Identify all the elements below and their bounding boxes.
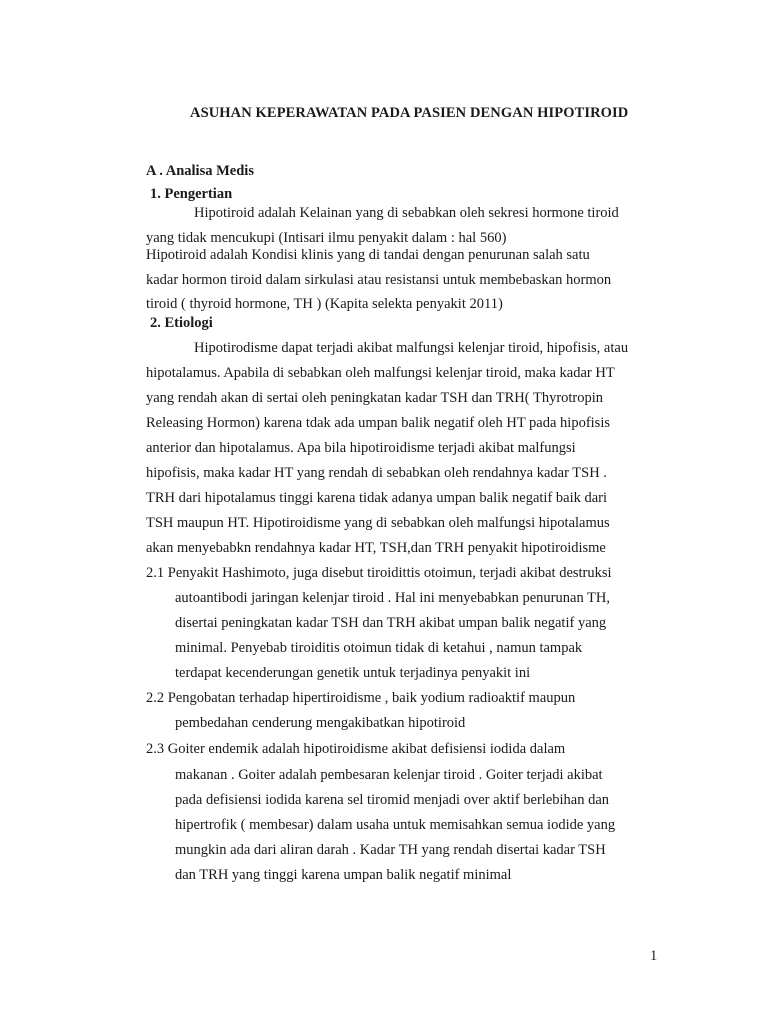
list-item-2-1: 2.1 Penyakit Hashimoto, juga disebut tiroidittis otoimun, terjadi akibat destruksi	[146, 565, 612, 581]
paragraph-line: kadar hormon tiroid dalam sirkulasi atau resistansi untuk membebaskan hormon	[146, 272, 612, 288]
list-item-line: hipertrofik ( membesar) dalam usaha untuk memisahkan semua iodide yang	[175, 817, 616, 833]
paragraph-line: Hipotirodisme dapat terjadi akibat malfungsi kelenjar tiroid, hipofisis, atau	[194, 340, 629, 356]
paragraph-line: hipofisis, maka kadar HT yang rendah di sebabkan oleh rendahnya kadar TSH .	[146, 465, 607, 481]
list-item-line: pembedahan cenderung mengakibatkan hipotiroid	[175, 715, 466, 731]
list-item-line: makanan . Goiter adalah pembesaran kelenjar tiroid . Goiter terjadi akibat	[175, 767, 603, 783]
paragraph-line: Hipotiroid adalah Kondisi klinis yang di tandai dengan penurunan salah satu	[146, 247, 590, 263]
list-item-line: pada defisiensi iodida karena sel tiromid menjadi over aktif berlebihan dan	[175, 792, 610, 808]
document-title: ASUHAN KEPERAWATAN PADA PASIEN DENGAN HIPOTIROID	[190, 105, 629, 121]
list-item-line: dan TRH yang tinggi karena umpan balik negatif minimal	[175, 867, 512, 883]
paragraph-line: yang rendah akan di sertai oleh peningkatan kadar TSH dan TRH( Thyrotropin	[146, 390, 604, 406]
subsection-heading-pengertian: 1. Pengertian	[150, 186, 233, 202]
paragraph-line: Releasing Hormon) karena tdak ada umpan balik negatif oleh HT pada hipofisis	[146, 415, 610, 431]
paragraph-line: TSH maupun HT. Hipotiroidisme yang di sebabkan oleh malfungsi hipotalamus	[146, 515, 610, 531]
list-item-2-3: 2.3 Goiter endemik adalah hipotiroidisme akibat defisiensi iodida dalam	[146, 741, 566, 757]
section-heading-a: A . Analisa Medis	[146, 163, 254, 179]
page-number: 1	[650, 948, 658, 964]
paragraph-line: tiroid ( thyroid hormone, TH ) (Kapita selekta penyakit 2011)	[146, 296, 503, 312]
list-item-2-2: 2.2 Pengobatan terhadap hipertiroidisme , baik yodium radioaktif maupun	[146, 690, 576, 706]
paragraph-line: akan menyebabkn rendahnya kadar HT, TSH,dan TRH penyakit hipotiroidisme	[146, 540, 606, 556]
paragraph-line: TRH dari hipotalamus tinggi karena tidak adanya umpan balik negatif baik dari	[146, 490, 608, 506]
list-item-line: terdapat kecenderungan genetik untuk terjadinya penyakit ini	[175, 665, 531, 681]
paragraph-line: anterior dan hipotalamus. Apa bila hipotiroidisme terjadi akibat malfungsi	[146, 440, 576, 456]
paragraph-line: Hipotiroid adalah Kelainan yang di sebabkan oleh sekresi hormone tiroid	[194, 205, 619, 221]
list-item-line: mungkin ada dari aliran darah . Kadar TH yang rendah disertai kadar TSH	[175, 842, 606, 858]
list-item-line: minimal. Penyebab tiroiditis otoimun tidak di ketahui , namun tampak	[175, 640, 583, 656]
list-item-line: disertai peningkatan kadar TSH dan TRH akibat umpan balik negatif yang	[175, 615, 607, 631]
list-item-line: autoantibodi jaringan kelenjar tiroid . Hal ini menyebabkan penurunan TH,	[175, 590, 611, 606]
subsection-heading-etiologi: 2. Etiologi	[150, 315, 213, 331]
paragraph-line: yang tidak mencukupi (Intisari ilmu penyakit dalam : hal 560)	[146, 230, 507, 246]
paragraph-line: hipotalamus. Apabila di sebabkan oleh malfungsi kelenjar tiroid, maka kadar HT	[146, 365, 615, 381]
